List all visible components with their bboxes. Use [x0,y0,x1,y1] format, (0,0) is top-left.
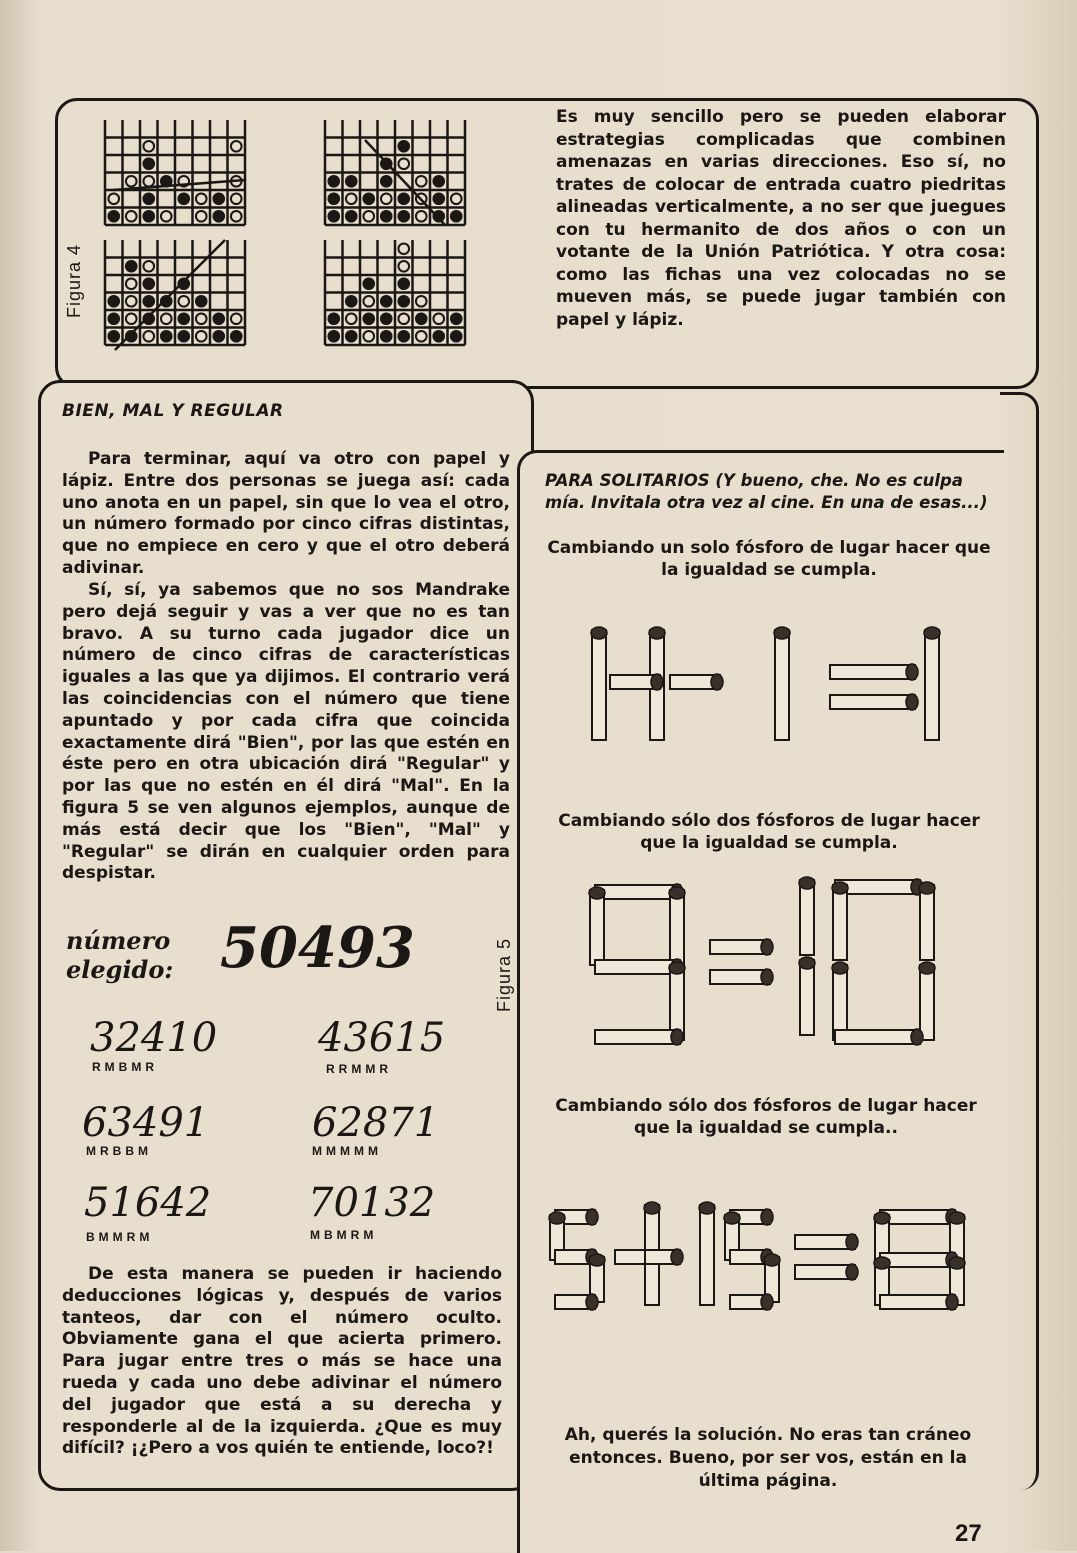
guess-number: 51642 [84,1180,212,1226]
matchstick-head [761,969,773,985]
matchstick-head [589,887,605,899]
piece-filled [398,331,409,342]
piece-empty [196,313,207,324]
piece-filled [398,296,409,307]
piece-filled [346,296,357,307]
matchstick [645,1249,683,1265]
piece-filled [213,331,224,342]
piece-filled [346,331,357,342]
piece-empty [143,331,154,342]
piece-filled [398,141,409,152]
piece-empty [346,193,357,204]
matchstick-body [700,1205,714,1305]
matchstick-head [832,882,848,894]
matchstick-head [919,882,935,894]
puzzle-3-text: Cambiando sólo dos fósforos de lugar hacer que la igualdad se cumpla.. [555,1096,977,1138]
piece-empty [416,211,427,222]
matchstick-head [946,1294,958,1310]
piece-empty [231,211,242,222]
guess-code: MBMRM [310,1228,378,1242]
piece-filled [398,278,409,289]
matchstick-body [925,630,939,740]
matchstick-head [671,1249,683,1265]
piece-empty [143,141,154,152]
matchstick-head [724,1212,740,1224]
matchstick-head [799,877,815,889]
piece-filled [433,331,444,342]
matchstick [795,1234,858,1250]
piece-filled [398,193,409,204]
guess-number: 63491 [82,1100,210,1146]
puzzle-2-text: Cambiando sólo dos fósforos de lugar hacer que la igualdad se cumpla. [558,811,980,853]
piece-empty [398,243,409,254]
piece-empty [161,211,172,222]
section-heading: BIEN, MAL Y REGULAR [62,401,284,421]
matchstick-body [920,965,934,1040]
piece-filled [363,278,374,289]
piece-filled [381,296,392,307]
solution-note: Ah, querés la solución. No eras tan cráneo entonces. Bueno, por ser vos, están en la última página. [564,1425,972,1491]
guess-number: 70132 [308,1180,436,1226]
matchstick-head [644,1202,660,1214]
solitarios-intro-text: PARA SOLITARIOS (Y bueno, che. No es culpa mía. Invitala otra vez al cine. En una de esas...) [545,471,988,512]
matchstick-head [586,1294,598,1310]
matchstick-head [761,939,773,955]
matchstick-head [949,1257,965,1269]
matchstick-head [799,957,815,969]
matchstick-head [764,1254,780,1266]
piece-filled [178,193,189,204]
piece-filled [108,296,119,307]
piece-empty [161,313,172,324]
matchstick [919,882,935,960]
matchstick [830,694,918,710]
piece-empty [231,141,242,152]
piece-filled [363,313,374,324]
piece-filled [143,296,154,307]
matchstick-head [591,627,607,639]
matchstick [589,887,605,965]
matchstick-head [906,694,918,710]
matchstick [710,969,773,985]
piece-filled [126,261,137,272]
piece-filled [381,211,392,222]
matchstick-head [774,627,790,639]
piece-filled [143,193,154,204]
piece-filled [108,211,119,222]
matchstick [591,627,607,740]
grid-diagonal-horizontal [105,120,465,350]
matchstick [610,674,663,690]
piece-empty [126,278,137,289]
piece-empty [363,331,374,342]
guess-number: 32410 [90,1015,218,1061]
piece-empty [196,193,207,204]
piece-filled [328,313,339,324]
solitarios-intro [545,470,993,513]
piece-filled [381,331,392,342]
matchstick [774,627,790,740]
matchstick-body [880,1210,955,1224]
paragraph-3: De esta manera se pueden ir haciendo deducciones lógicas y, después de varios tanteos, dar con el número oculto. Obviamente gana el que acierta primero. Para jugar entre tres o más se hace una rueda y cada uno debe adivinar el número del jugador que está a su derecha y responderle al de la izquierda. ¿Que es muy difícil? ¡¿Pero a vos quién te entiende, loco?! [62,1264,502,1459]
paragraph-1: Para terminar, aquí va otro con papel y lápiz. Entre dos personas se juega así: cada uno anota en un papel, sin que lo vea el otro, un número formado por cinco cifras distintas, que no empiece en cero y que el otro deberá adivinar. [62,449,510,578]
matchstick-body [880,1253,955,1267]
piece-filled [363,193,374,204]
piece-empty [398,261,409,272]
matchstick-head [924,627,940,639]
matchstick [710,939,773,955]
matchstick [830,664,918,680]
matchstick [670,674,723,690]
piece-filled [143,278,154,289]
piece-filled [451,331,462,342]
matchstick-body [833,965,847,1040]
right-outer-frame [1000,392,1039,1490]
figure-5-label: Figura 5 [494,937,514,1012]
piece-empty [126,211,137,222]
matchstick [730,1294,773,1310]
piece-filled [416,313,427,324]
piece-empty [363,211,374,222]
matchstick-head [549,1212,565,1224]
piece-filled [178,331,189,342]
piece-empty [126,176,137,187]
matchstick-body [880,1295,955,1309]
matchstick-head [669,962,685,974]
piece-empty [381,193,392,204]
matchstick [880,1294,958,1310]
matchstick [924,627,940,740]
matchstick [880,1252,958,1268]
piece-filled [196,296,207,307]
matchstick-head [949,1212,965,1224]
matchstick-head [874,1212,890,1224]
guess-code: BMMRM [86,1230,154,1244]
matchstick [799,957,815,1035]
guess-code: RRMMR [326,1062,392,1076]
piece-empty [416,296,427,307]
matchstick-body [595,885,680,899]
piece-filled [108,313,119,324]
piece-empty [231,193,242,204]
matchstick-body [835,1030,920,1044]
piece-empty [143,261,154,272]
matchstick-head [911,1029,923,1045]
matchstick-head [906,664,918,680]
matchstick-head [832,962,848,974]
chosen-label-line-2: elegido: [66,955,174,984]
guess-number: 43615 [318,1015,446,1061]
matchstick-head [874,1257,890,1269]
puzzle-3-matchsticks [535,1195,990,1320]
piece-empty [416,176,427,187]
piece-empty [126,296,137,307]
matchstick-head [761,1209,773,1225]
matchstick [595,1029,683,1045]
piece-filled [381,313,392,324]
matchstick-body [833,885,847,960]
piece-filled [143,158,154,169]
guess-number: 62871 [312,1100,440,1146]
piece-empty [178,296,189,307]
matchstick [669,887,685,965]
matchstick-body [595,1030,680,1044]
piece-filled [328,193,339,204]
matchstick [555,1294,598,1310]
piece-empty [346,313,357,324]
guess-code: MMMMM [312,1144,382,1158]
piece-filled [433,176,444,187]
piece-filled [213,211,224,222]
piece-empty [143,176,154,187]
puzzle-1-text: Cambiando un solo fósforo de lugar hacer que la igualdad se cumpla. [547,538,991,580]
matchstick-head [699,1202,715,1214]
matchstick [699,1202,715,1305]
matchstick-body [920,885,934,960]
piece-filled [451,211,462,222]
matchstick-body [830,665,915,679]
piece-empty [126,313,137,324]
piece-filled [178,313,189,324]
matchstick-body [595,960,680,974]
chosen-label-line-1: número [66,926,171,955]
piece-filled [143,211,154,222]
paragraph-2: Sí, sí, ya sabemos que no sos Mandrake pero dejá seguir y vas a ver que no es tan bravo. A su turno cada jugador dice un número de cinco cifras de características iguales a las que ya dijimos. El contrario verá las coincidencias con el número que tiene apuntado y por cada cifra que coincida exactamente dirá "Bien", por las que estén en éste pero en otra ubicación dirá "Regular" y por las que no estén en él dirá "Mal". En la figura 5 se ven algunos ejemplos, aunque de más está decir que los "Bien", "Mal" y "Regular" se dirán en cualquier orden para despistar. [62,580,510,884]
piece-filled [398,211,409,222]
matchstick-head [586,1209,598,1225]
piece-filled [328,331,339,342]
piece-filled [213,193,224,204]
matchstick-head [651,674,663,690]
matchstick-body [670,890,684,965]
matchstick-head [669,887,685,899]
matchstick-body [775,630,789,740]
piece-empty [433,313,444,324]
piece-filled [328,176,339,187]
matchstick-head [671,1029,683,1045]
page-number: 27 [955,1520,982,1547]
piece-empty [398,313,409,324]
piece-empty [231,313,242,324]
piece-filled [108,331,119,342]
piece-filled [213,313,224,324]
matchstick-head [846,1264,858,1280]
matchstick-head [761,1294,773,1310]
matchstick [795,1264,858,1280]
matchstick-body [830,695,915,709]
piece-empty [398,158,409,169]
matchstick-head [711,674,723,690]
puzzle-2-matchsticks [575,870,995,1050]
matchstick-body [800,960,814,1035]
figure-4-label: Figura 4 [64,243,84,318]
matchstick [835,1029,923,1045]
puzzle-1-matchsticks [580,620,980,750]
matchstick [832,882,848,960]
matchstick-body [590,890,604,965]
piece-empty [108,193,119,204]
figure-4-grids [100,110,480,355]
matchstick-head [919,962,935,974]
matchstick [832,962,848,1040]
piece-empty [363,296,374,307]
matchstick-head [649,627,665,639]
piece-filled [161,331,172,342]
matchstick [880,1209,958,1225]
piece-filled [346,176,357,187]
piece-empty [196,211,207,222]
figure-4-text: Es muy sencillo pero se pueden elaborar estrategias complicadas que combinen amenazas en varias direcciones. Eso sí, no trates de colocar de entrada cuatro piedritas alineadas verticalmente, a no ser que juegues con tu hermanito de dos años o con un votante de la Unión Patriótica. Y otra cosa: como las fichas una vez colocadas no se mueven más, se puede jugar también con papel y lápiz. [556,107,1006,330]
guess-code: MRBBM [86,1144,152,1158]
piece-filled [231,331,242,342]
chosen-number: 50493 [220,915,415,981]
piece-filled [328,211,339,222]
piece-filled [433,193,444,204]
matchstick-head [589,1254,605,1266]
matchstick [799,877,815,955]
matchstick-head [846,1234,858,1250]
guess-code: RMBMR [92,1060,158,1074]
piece-empty [196,331,207,342]
piece-filled [346,211,357,222]
matchstick [919,962,935,1040]
piece-filled [381,176,392,187]
piece-empty [451,193,462,204]
matchstick-body [800,880,814,955]
piece-filled [451,313,462,324]
piece-empty [416,331,427,342]
matchstick-body [592,630,606,740]
